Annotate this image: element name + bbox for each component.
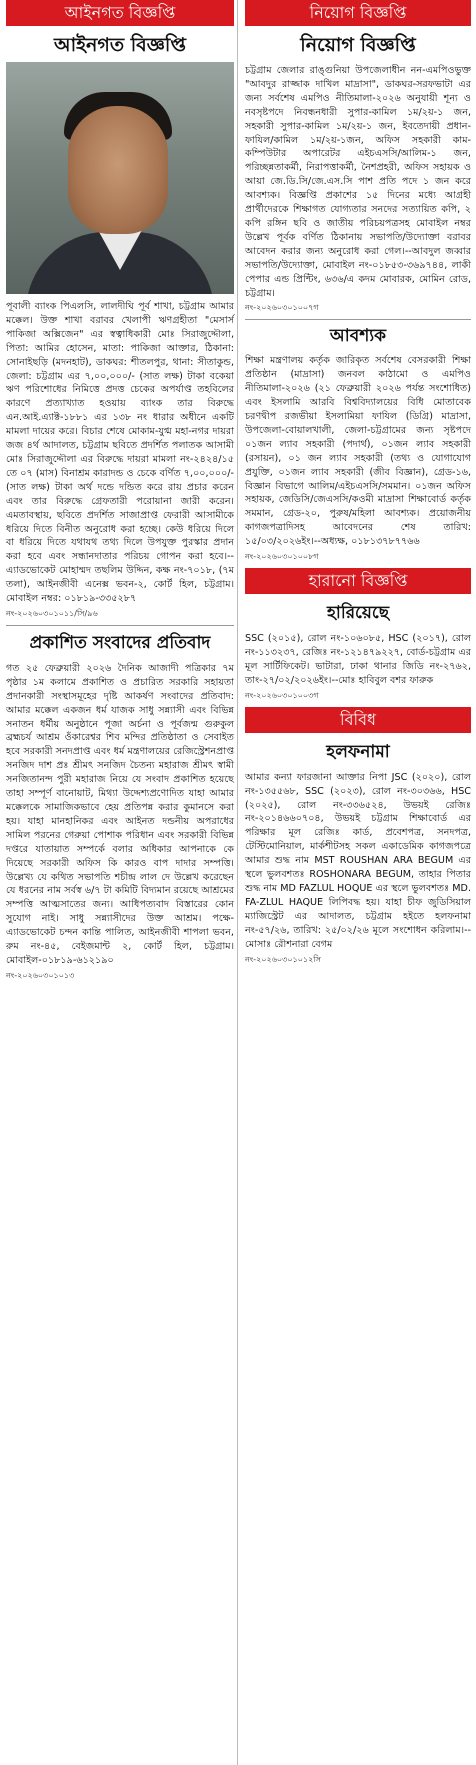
rebuttal-ref: নং-২০২৬০৩০১০১৩	[6, 970, 75, 980]
recruitment-banner: নিয়োগ বিজ্ঞপ্তি	[245, 0, 471, 26]
rebuttal-body: গত ২৫ ফেব্রুয়ারী ২০২৬ দৈনিক আজাদী পত্রিকার ৭ম পৃষ্ঠার ১ম কলামে প্রকাশিত ও প্রচারিত সরকারি সহায়তা প্রদানকারী সংস্থাসমূহের দৃষ্টি আকর্ষণ সংবাদের প্রতিবাদ: আমার মক্কেল একজন ধর্ম যাজক সাধু সন্ন্যাসী এবং বিভিন্ন সনাতন ধর্মীয় অনুষ্ঠানে পূজা অর্চনা ও পূর্বজন্ম গুরুকুল ব্রহ্মচর্য আশ্রম ওঁকারেশ্বর শিব মন্দির প্রতিষ্ঠাতা ও সেবাইত হবে সরকারী সনদপ্রাপ্ত এবং ধর্ম মন্ত্রণালয়ের রেজিস্ট্রেশনপ্রাপ্ত সনজিদ দাশ প্রঃ শ্রীমৎ সনজিদ চৈতন্য মহারাজ শ্রীমৎ স্বামী সনজিতানন্দ পুরী মহারাজ নিয়ে যে সংবাদ প্রকাশিত হয়েছে তাহা সম্পূর্ণ বানোয়াট, মিথ্যা উদ্দেশ্যপ্রণোদিত যাহা আমার মক্কেলকে সামাজিকভাবে হেয় প্রতিপন্ন করার কুমানসে করা হয়। যাহা মানহানিকর এবং আইনত দন্ডনীয় অপরাধের সামিল পরনের গেরুয়া পোশাক পরিধান এবং সরকারী বিভিন্ন দপ্তরে যাতায়াত সম্পর্কে বলার অধিকার আপনাকে কে দিয়েছে সরকারী অফিস কি কারও বাপ দাদার সম্পত্তি। উল্লেখ্য যে কথিত সভাপতি শচীন্দ্র লাল দে উল্লেখ করেছেন যে ধরনের নাম সর্বস্ব ৬/৭ টা কমিটি বিদ্যমান রয়েছে আশ্রমের সম্পত্তি আত্মসাতের জন্য। আধিপত্যবাদ বিস্তারের কোন সুযোগ নাই। সাধু সন্ন্যাসীদের উক্ত আশ্রম। পক্ষে- এ্যাডভোকেট চন্দন কান্তি পালিত, আইনজীবী শাপলা ভবন, রুম নং-৪৫, বেইজমান্ট ২, কোর্ট হিল, চট্টগ্রাম। মোবাইল-০১৮১৯-৬১২১৯০	[6, 662, 234, 966]
affidavit-body: আমার কন্যা ফারজানা আক্তার নিপা JSC (২০২০), রোল নং-১৩৫৫৬৮, SSC (২০২৩), রোল নং-৩০৩৬৬, HSC (২০২৫), রোল নং-৩৩৬৫২৪, উভয়ই রেজিঃ নং-২০১৪৬৬০৭০৪, উভয়ই চট্টগ্রাম শিক্ষাবোর্ড এর পরিক্ষার মূল রেজিঃ কার্ড, প্রবেশপত্র, সনদপত্র, টেস্টিমোনিয়াল, মার্কশীটসহ সকল একাডেমিক কাগজপত্রে আমার শুদ্ধ নাম MST ROUSHAN ARA BEGUM এর স্থলে ভুলবশতঃ ROSHONARA BEGUM, তাহার পিতার শুদ্ধ নাম MD FAZLUL HOQUE এর স্থলে ভুলবশতঃ MD. FA-ZLUL HAQUE লিপিবদ্ধ হয়। যাহা চীফ জুডিসিয়াল ম্যাজিস্ট্রেট এর আদালত, চট্টগ্রাম হইতে হলফনামা নং-৫৭/২৬, তারিখ: ২৫/০২/২৬ মূলে সংশোধন করিলাম।--মোসাঃ রৌশনারা বেগম	[245, 771, 471, 950]
recruitment-ref: নং-২০২৬০৩০১০০৭গ	[245, 303, 319, 313]
section-divider	[245, 319, 471, 320]
lost-notice-headline: হারিয়েছে	[326, 603, 390, 624]
legal-notice-body: পূবালী ব্যাংক পিএলসি, লালদীঘি পূর্ব শাখা, চট্টগ্রাম আমার মক্কেল। উক্ত শাখা বরাবর খেলাপী ঋণগ্রহীতা "মেসার্স পাকিজা অক্সিজেন" এর স্বত্বাধিকারী মোঃ সিরাজুদ্দৌলা, পিতা: আমির হোসেন, মাতা: পাকিজা আক্তার, ঠিকানা: সোনাইছড়ি (মদনহাট), ডাকঘর: শীতলপুর, থানা: সীতাকুন্ড, জেলা: চট্টগ্রাম এর ৭,০০,০০০/- (সাত লক্ষ) টাকা বকেয়া ঋণ পরিশোধের নিমিত্তে প্রদত্ত চেকের অপর্যাপ্ত তহবিলের কারণে প্রত্যাখ্যাত হওয়ায় ব্যাংক তার বিরুদ্ধে এন.আই.এ্যাক্ট-১৮৮১ এর ১৩৮ নং ধারার অধীনে একটি মামলা দায়ের করে। বিচার শেষে মোকাম-যুগ্ম মহা-নগর দায়রা জজ ৪র্থ আদালত, চট্টগ্রাম ছবিতে প্রদর্শিত পলাতক আসামী মোঃ সিরাজুদ্দৌলা এর বিরুদ্ধে দায়রা মামলা নং-২৪২৪/১৫ তে ০৭ (মাস) বিনাশ্রম কারাদন্ড ও চেকে বর্ণিত ৭,০০,০০০/- (সাত লক্ষ) টাকা অর্থ দন্ডে দন্ডিত করে রায় প্রচার করেন এবং তার বিরুদ্ধে গ্রেফতারী পরোয়ানা জারী করেন। এমতাবস্থায়, ছবিতে প্রদর্শিত সাজাপ্রাপ্ত ফেরারী আসামীকে ধরিয়ে দিতে বিনীত অনুরোধ করা হচ্ছে। কেউ ধরিয়ে দিলে বা ধরিয়ে দিতে যথাযথ তথ্য দিলে উপযুক্ত পুরস্কার প্রদান করা হবে এবং সন্ধানদাতার পরিচয় গোপন করা হবে।--এ্যাডভোকেট মোহাম্মদ তছলিম উদ্দিন, কক্ষ নং-৭০১৮, (৭ম তলা), আইনজীবী এনেক্স ভবন-২, কোর্ট হিল, চট্টগ্রাম। মোবাইল নম্বর: ০১৮১৯-৩৩৫২৮৭	[6, 301, 234, 605]
lost-notice-banner: হারানো বিজ্ঞপ্তি	[245, 568, 471, 594]
legal-notice-ref: নং-২০২৬০৩০১০১১/সি/৯৬	[6, 608, 98, 618]
needed-headline: আবশ্যক	[329, 326, 387, 347]
left-column	[6, 0, 234, 987]
misc-banner: বিবিধ	[245, 707, 471, 733]
legal-notice-banner: আইনগত বিজ্ঞপ্তি	[6, 0, 234, 26]
affidavit-headline: হলফনামা	[326, 741, 390, 762]
legal-notice-headline: আইনগত বিজ্ঞপ্তি	[54, 34, 186, 56]
needed-ref: নং-২০২৬০৩০১০০৮গ	[245, 552, 319, 562]
right-column	[245, 0, 471, 971]
lost-notice-body: SSC (২০১৫), রোল নং-১০৬০৮৫, HSC (২০১৭), রোল নং-১১৩২৩৭, রেজিঃ নং-১২১৪৭৯২২৭, বোর্ড-চট্টগ্রাম এর মূল সার্টিফিকেট। ভাটারা, ঢাকা থানার জিডি নং-২৭৬২, তাং-২৭/০২/২০২৬ইং।--মোঃ হাবিবুল বশর ফারুক	[245, 633, 471, 686]
affidavit-ref: নং-২০২৬০৩০১০১২সি	[245, 954, 321, 964]
accused-photo	[6, 62, 234, 294]
recruitment-body: চট্টগ্রাম জেলার রাঙ্গুনিয়া উপজেলাধীন নন-এমপিওভুক্ত "আবদুর রাজ্জাক দাখিল মাদ্রাসা", ডাকঘর-সরফভাটা এর জন্য সর্বশেষ এমপিও নীতিমালা-২০২৬ অনুযায়ী শূন্য ও নবসৃষ্টপদে নিবন্ধনধারী সুপার-কামিল ১ম/২য়-১ জন, সহকারী সুপার-কামিল ১ম/২য়-১ জন, ইবতেদায়ী প্রধান-ফাযিল/কামিল ১ম/২য়-১জন, অফিস সহকারী কাম-কম্পিউটার অপারেটর এইচএসসি/আলিম-১ জন, পরিচ্ছন্নতাকর্মী, নিরাপত্তাকর্মী, নৈশপ্রহরী, অফিস সহায়ক ও আয়া জে.ডি.সি/জে.এস.সি পাশ প্রতি পদে ১ জন করে আবশ্যক। বিজ্ঞপ্তি প্রকাশের ১৫ দিনের মধ্যে আগ্রহী প্রার্থীদেরকে শিক্ষাগত যোগ্যতার সনদের সত্যায়িত কপি, ২ কপি রঙ্গিন ছবি ও জাতীয় পরিচয়পত্রসহ মোবাইল নম্বর উল্লেখ পূর্বক বর্ণিত ঠিকানায় সভাপতি/উদ্যোক্তা বরাবর আবেদন করার জন্য অনুরোধ করা গেল।--আবদুল জব্বার সভাপতি/উদ্যোক্তা, মোবাইল নং-০১৮৫৩-৩৬৯৭৪৪, লাকী পেপার এন্ড প্রিন্টিং, ৬৩৬/এ কদম মোবারক, মোমিন রোড, চট্টগ্রাম।	[245, 65, 471, 299]
photo-face	[68, 106, 168, 234]
recruitment-headline: নিয়োগ বিজ্ঞপ্তি	[300, 34, 416, 56]
rebuttal-headline: প্রকাশিত সংবাদের প্রতিবাদ	[29, 632, 211, 653]
column-divider	[237, 0, 238, 1765]
needed-body: শিক্ষা মন্ত্রণালয় কর্তৃক জারিকৃত সর্বশেষ বেসরকারী শিক্ষা প্রতিষ্ঠান (মাদ্রাসা) জনবল কাঠামো ও এমপিও নীতিমালা-২০২৬ (২১ ফেব্রুয়ারী ২০২৬ পর্যন্ত সংশোধিত) এবং ইসলামি আরবি বিশ্ববিদ্যালয়ের বিধি মোতাবেক চরণদ্বীপ রজভীয়া ইসলামিয়া ফাযিল (ডিগ্রি) মাদ্রাসা, উপজেলা-বোয়ালখালী, জেলা-চট্টগ্রামের জন্য সৃষ্টপদে ০১জন ল্যাব সহকারী (পদার্থ), ০১জন ল্যাব সহকারী (রসায়ন), ০১ জন ল্যাব সহকারী (তথ্য ও যোগাযোগ প্রযুক্তি, ০১জন ল্যাব সহকারী (জীব বিজ্ঞান), গ্রেড-১৬, বিজ্ঞান বিভাগে আলিম/এইচএসসি/সমমান। ০১জন অফিস সহায়ক, জেডিসি/জেএসসি/কওমী মাদ্রাসা শিক্ষাবোর্ড কর্তৃক সমমান, গ্রেড-২০, পুরুষ/মহিলা আবশ্যক। প্রয়োজনীয় কাগজপত্রাদিসহ আবেদনের শেষ তারিখ: ১৫/০৩/২০২৬ইং।--অধ্যক্ষ, ০১৮১৩৭৮৭৭৬৬	[245, 355, 471, 548]
lost-notice-ref: নং-২০২৬০৩০১০০৩গ	[245, 690, 319, 700]
section-divider	[6, 625, 234, 626]
